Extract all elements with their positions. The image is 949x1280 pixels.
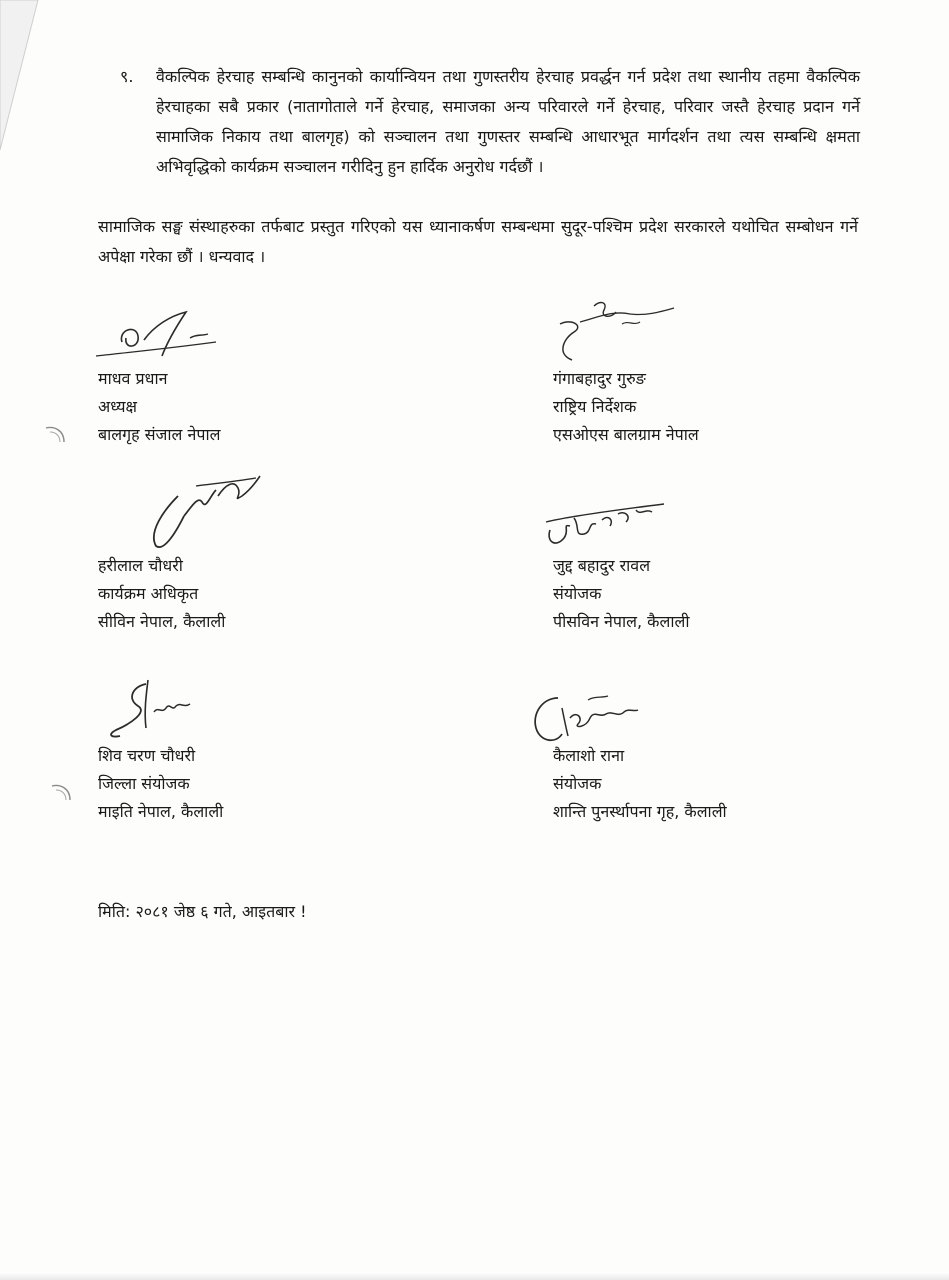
signatory-organization: माइति नेपाल, कैलाली bbox=[98, 802, 224, 821]
signatory-6 bbox=[553, 742, 727, 826]
signature-judda-bahadur-rawal bbox=[540, 486, 670, 556]
signatory-4 bbox=[553, 552, 689, 636]
signatory-title: अध्यक्ष bbox=[98, 397, 137, 416]
signature-madhav-pradhan bbox=[92, 306, 222, 366]
signatory-name: माधव प्रधान bbox=[98, 369, 168, 388]
signatory-title: संयोजक bbox=[553, 774, 602, 793]
item-text: वैकल्पिक हेरचाह सम्बन्धि कानुनको कार्यान्वियन तथा गुणस्तरीय हेरचाह प्रवर्द्धन गर्न प्रदेश तथा स्थानीय तहमा वैकल्पिक हेरचाहका सबै प्रकार (नातागोताले गर्ने हेरचाह, समाजका अन्य परिवारले गर्ने हेरचाह, परिवार जस्तै हेरचाह प्रदान गर्ने सामाजिक निकाय तथा बालगृह) को सञ्चालन तथा गुणस्तर सम्बन्धि आधारभूत मार्गदर्शन तथा त्यस सम्बन्धि क्षमता अभिवृद्धिको कार्यक्रम सञ्चालन गरीदिनु हुन हार्दिक अनुरोध गर्दछौं । bbox=[156, 67, 860, 176]
date-line: मिति: २०८१ जेष्ठ ६ गते, आइतबार ! bbox=[98, 902, 307, 921]
punch-hole-mark-top bbox=[44, 424, 68, 446]
item-number: ९. bbox=[120, 67, 134, 86]
request-item-9 bbox=[120, 62, 860, 182]
signatory-title: कार्यक्रम अधिकृत bbox=[98, 584, 199, 603]
page-bottom-edge bbox=[0, 1272, 949, 1280]
signatory-name: कैलाशो राना bbox=[553, 746, 625, 765]
signatory-organization: पीसविन नेपाल, कैलाली bbox=[553, 612, 690, 631]
signature-harilal-chaudhari bbox=[138, 466, 268, 556]
signatory-organization: बालगृह संजाल नेपाल bbox=[98, 425, 221, 444]
signatory-name: जुद्द बहादुर रावल bbox=[553, 556, 651, 575]
signatory-title: संयोजक bbox=[553, 584, 602, 603]
punch-hole-mark-bottom bbox=[50, 782, 74, 804]
signatory-3 bbox=[98, 552, 225, 636]
signatory-title: जिल्ला संयोजक bbox=[98, 774, 190, 793]
signatory-name: गंगाबहादुर गुरुङ bbox=[553, 369, 646, 388]
signatory-5 bbox=[98, 742, 223, 826]
signature-shiv-charan-chaudhari bbox=[100, 676, 210, 746]
page-corner-fold bbox=[0, 0, 40, 160]
closing-paragraph: सामाजिक सङ्घ संस्थाहरुका तर्फबाट प्रस्तुत गरिएको यस ध्यानाकर्षण सम्बन्धमा सुदूर-पश्चिम प्रदेश सरकारले यथोचित सम्बोधन गर्ने अपेक्षा गरेका छौं । धन्यवाद । bbox=[98, 217, 858, 266]
signature-gangabahadur-gurung bbox=[550, 296, 680, 366]
signatory-organization: एसओएस बालग्राम नेपाल bbox=[553, 425, 699, 444]
signatory-organization: सीविन नेपाल, कैलाली bbox=[98, 612, 226, 631]
signatory-organization: शान्ति पुनर्स्थापना गृह, कैलाली bbox=[553, 802, 727, 821]
signatory-name: हरीलाल चौधरी bbox=[98, 556, 183, 575]
signatory-name: शिव चरण चौधरी bbox=[98, 746, 196, 765]
signatory-title: राष्ट्रिय निर्देशक bbox=[553, 397, 637, 416]
signatory-2 bbox=[553, 365, 699, 449]
signatory-1 bbox=[98, 365, 220, 449]
